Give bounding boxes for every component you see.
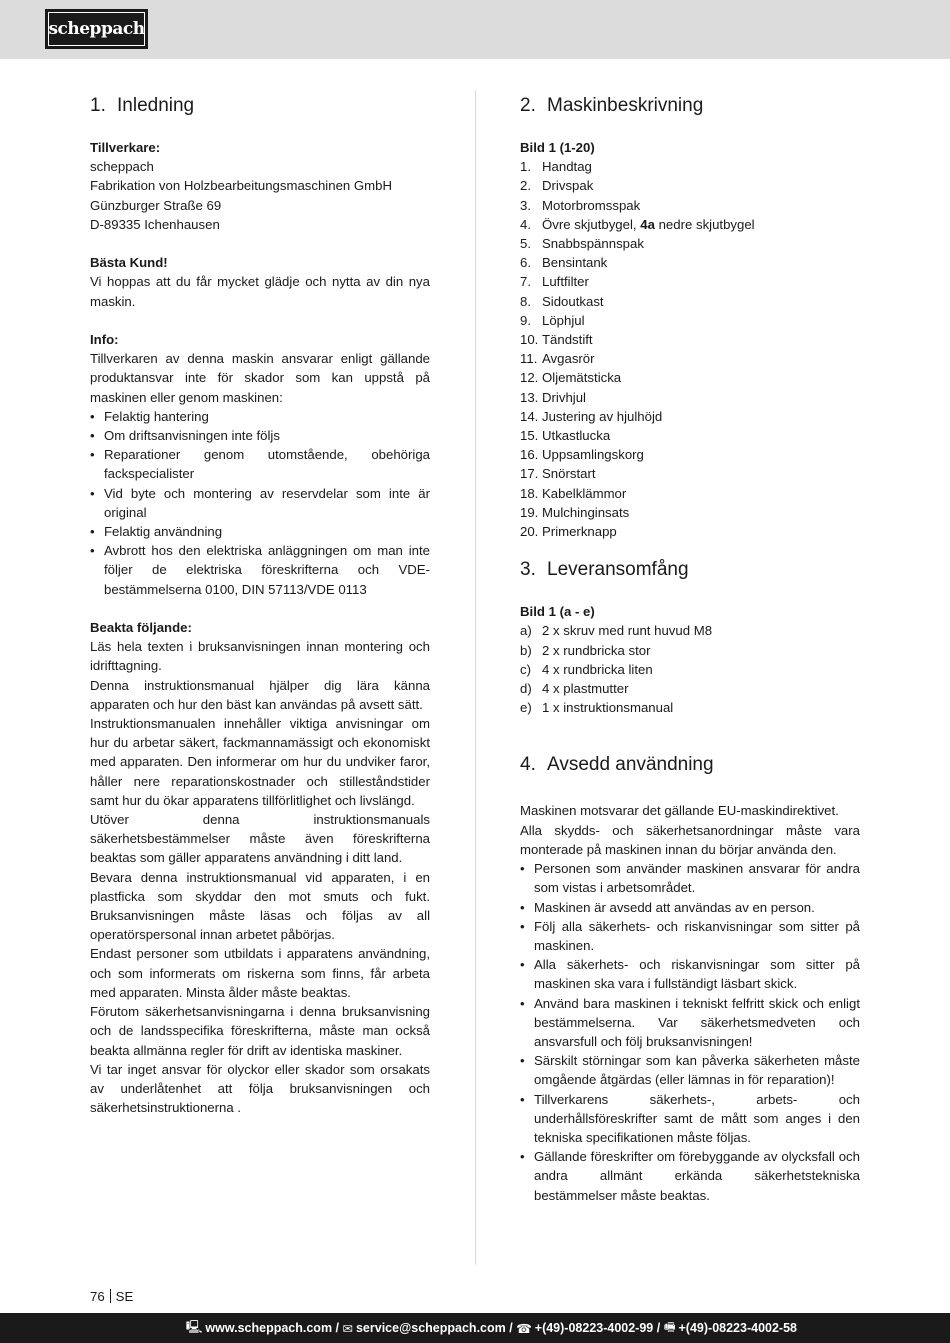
list-item: • Använd bara maskinen i tekniskt felfritt skick och enligt bestämmelserna. Var säkerhetsmedveten och ansvarsfull och följ bruksanvisningen!	[520, 994, 860, 1052]
list-item: • Följ alla säkerhets- och riskanvisningar som sitter på maskinen.	[520, 917, 860, 955]
list-item: d) 4 x plastmutter	[520, 681, 629, 697]
list-item: • Alla säkerhets- och riskanvisningar som sitter på maskinen ska vara i fullständigt läsbart skick.	[520, 955, 860, 993]
brand-logo-text: scheppach	[48, 12, 145, 46]
column-divider	[475, 90, 476, 1265]
intended-paragraph: Maskinen motsvarar det gällande EU-maskindirektivet.	[520, 803, 839, 819]
brand-logo	[45, 9, 148, 49]
list-item: • Särskilt störningar som kan påverka säkerheten måste omgående åtgärdas (eller lämnas in för reparation)!	[520, 1051, 860, 1089]
info-bullet-list	[90, 407, 430, 599]
list-item: c) 4 x rundbricka liten	[520, 661, 653, 677]
note-label: Beakta följande:	[90, 620, 192, 636]
section-heading-avsedd-anvandning: 4. Avsedd användning	[520, 754, 714, 776]
list-item: 12. Oljemätsticka	[520, 370, 622, 386]
list-item: • Avbrott hos den elektriska anläggningen om man inte följer de elektriska föreskrifterna och VDE-bestämmelserna 0100, DIN 57113/VDE 0113	[90, 541, 430, 599]
info-text: Tillverkaren av denna maskin ansvarar enligt gällande produktansvar inte för skador som kan uppstå på maskinen eller genom maskinen:	[90, 351, 430, 405]
list-item: 17. Snörstart	[520, 466, 596, 482]
list-item: e) 1 x instruktionsmanual	[520, 700, 674, 716]
top-bar	[0, 0, 950, 59]
list-item: 4. Övre skjutbygel, 4a nedre skjutbygel	[520, 216, 755, 232]
mail-icon: ✉	[342, 1321, 353, 1336]
computer-icon: 🖳	[185, 1319, 203, 1334]
note-paragraph: Förutom säkerhetsanvisningarna i denna bruksanvisning och de landsspecifika föreskrifterna, måste man också beakta allmänna regler för drift av identiska maskiner.	[90, 1004, 430, 1058]
list-item: • Personen som använder maskinen ansvarar för andra som vistas i arbetsområdet.	[520, 859, 860, 897]
figure-label: Bild 1 (a - e)	[520, 604, 595, 620]
info-label: Info:	[90, 332, 119, 347]
manufacturer-line: Fabrikation von Holzbearbeitungsmaschinen GmbH	[90, 178, 392, 194]
note-paragraph: Läs hela texten i bruksanvisningen innan montering och idrifttagning.	[90, 639, 430, 674]
phone-icon: ☎	[516, 1321, 532, 1336]
list-item: a) 2 x skruv med runt huvud M8	[520, 623, 713, 639]
list-item: 15. Utkastlucka	[520, 428, 611, 444]
list-item: • Om driftsanvisningen inte följs	[90, 426, 430, 445]
section-heading-leveransomfang: 3. Leveransomfång	[520, 559, 689, 581]
list-item: 13. Drivhjul	[520, 389, 586, 405]
intended-paragraph: Alla skydds- och säkerhetsanordningar måste vara monterade på maskinen innan du börjar använda den.	[520, 822, 860, 857]
fax-icon: 🖷	[663, 1319, 676, 1334]
delivery-list	[520, 621, 860, 717]
list-item: 1. Handtag	[520, 159, 592, 175]
list-item: 3. Motorbromsspak	[520, 197, 641, 213]
manufacturer-line: scheppach	[90, 159, 154, 175]
section-heading-maskinbeskrivning: 2. Maskinbeskrivning	[520, 95, 704, 116]
footer-fax: +(49)-08223-4002-58	[678, 1321, 797, 1335]
page-number: 76 SE	[90, 1289, 134, 1304]
list-item: 19. Mulchinginsats	[520, 504, 630, 520]
list-item: • Vid byte och montering av reservdelar som inte är original	[90, 484, 430, 522]
list-item: • Felaktig hantering	[90, 407, 430, 426]
note-paragraph: Denna instruktionsmanual hjälper dig lära känna apparaten och hur den bäst kan användas på avsett sätt.	[90, 677, 430, 712]
manufacturer-line: D-89335 Ichenhausen	[90, 216, 220, 232]
parts-list	[520, 157, 860, 541]
list-item: 11. Avgasrör	[520, 351, 595, 367]
list-item: • Felaktig användning	[90, 522, 430, 541]
list-item: 9. Löphjul	[520, 312, 585, 328]
list-item: • Tillverkarens säkerhets-, arbets- och underhållsföreskrifter samt de mått som anges i den tekniska specifikationen måste följas.	[520, 1090, 860, 1148]
list-item: b) 2 x rundbricka stor	[520, 642, 651, 658]
list-item: • Gällande föreskrifter om förebyggande av olycksfall och andra allmänt erkända säkerhetstekniska bestämmelser måste beaktas.	[520, 1147, 860, 1205]
list-item: • Maskinen är avsedd att användas av en person.	[520, 898, 860, 917]
section-heading-inledning: 1. Inledning	[90, 95, 195, 116]
manufacturer-line: Günzburger Straße 69	[90, 197, 222, 213]
list-item: 6. Bensintank	[520, 255, 608, 271]
list-item: 8. Sidoutkast	[520, 293, 604, 309]
note-paragraph: Utöver denna instruktionsmanuals säkerhetsbestämmelser måste även föreskrifterna beaktas som gäller apparatens användning i ditt land.	[90, 812, 430, 866]
note-paragraph: Vi tar inget ansvar för olyckor eller skador som orsakats av underlåtenhet att följa bruksanvisningen och säkerhetsinstruktionerna .	[90, 1061, 430, 1116]
footer-web: www.scheppach.com /	[205, 1321, 340, 1335]
list-item: 5. Snabbspännspak	[520, 236, 644, 252]
note-paragraph: Endast personer som utbildats i apparatens användning, och som informerats om riskerna som finns, får arbeta med apparaten. Minsta ålder måste beaktas.	[90, 946, 430, 1000]
list-item: 14. Justering av hjulhöjd	[520, 408, 663, 424]
list-item: 16. Uppsamlingskorg	[520, 447, 644, 463]
list-item: 18. Kabelklämmor	[520, 485, 627, 501]
dear-customer-label: Bästa Kund!	[90, 255, 168, 271]
note-paragraph: Instruktionsmanualen innehåller viktiga anvisningar om hur du arbetar säkert, fackmannamässigt och ekonomiskt med apparaten. Den informerar om hur du undviker faror, håller nere reparationskostnader och stilleståndstider samt hur du ökar apparatens tillförlitlighet och livslängd.	[90, 716, 430, 808]
list-item: 10. Tändstift	[520, 332, 593, 348]
list-item: 7. Luftfilter	[520, 274, 589, 290]
intended-bullet-list	[520, 859, 860, 1205]
dear-customer-text: Vi hoppas att du får mycket glädje och nytta av din nya maskin.	[90, 274, 430, 309]
list-item: • Reparationer genom utomstående, obehöriga fackspecialister	[90, 445, 430, 483]
right-column	[520, 92, 860, 1205]
note-paragraph: Bevara denna instruktionsmanual vid apparaten, i en plastficka som skyddar den mot smuts och fukt. Bruksanvisningen måste läsas och följas av all operatörspersonal innan arbetet påbörjas.	[90, 869, 430, 943]
list-item: 2. Drivspak	[520, 178, 594, 194]
figure-label: Bild 1 (1-20)	[520, 140, 595, 155]
footer-email: service@scheppach.com /	[355, 1321, 513, 1335]
left-column	[90, 92, 430, 1117]
footer-contact-bar	[0, 1313, 950, 1343]
footer-phone: +(49)-08223-4002-99 /	[534, 1321, 661, 1335]
list-item: 20. Primerknapp	[520, 524, 617, 540]
manufacturer-label: Tillverkare:	[90, 140, 161, 155]
